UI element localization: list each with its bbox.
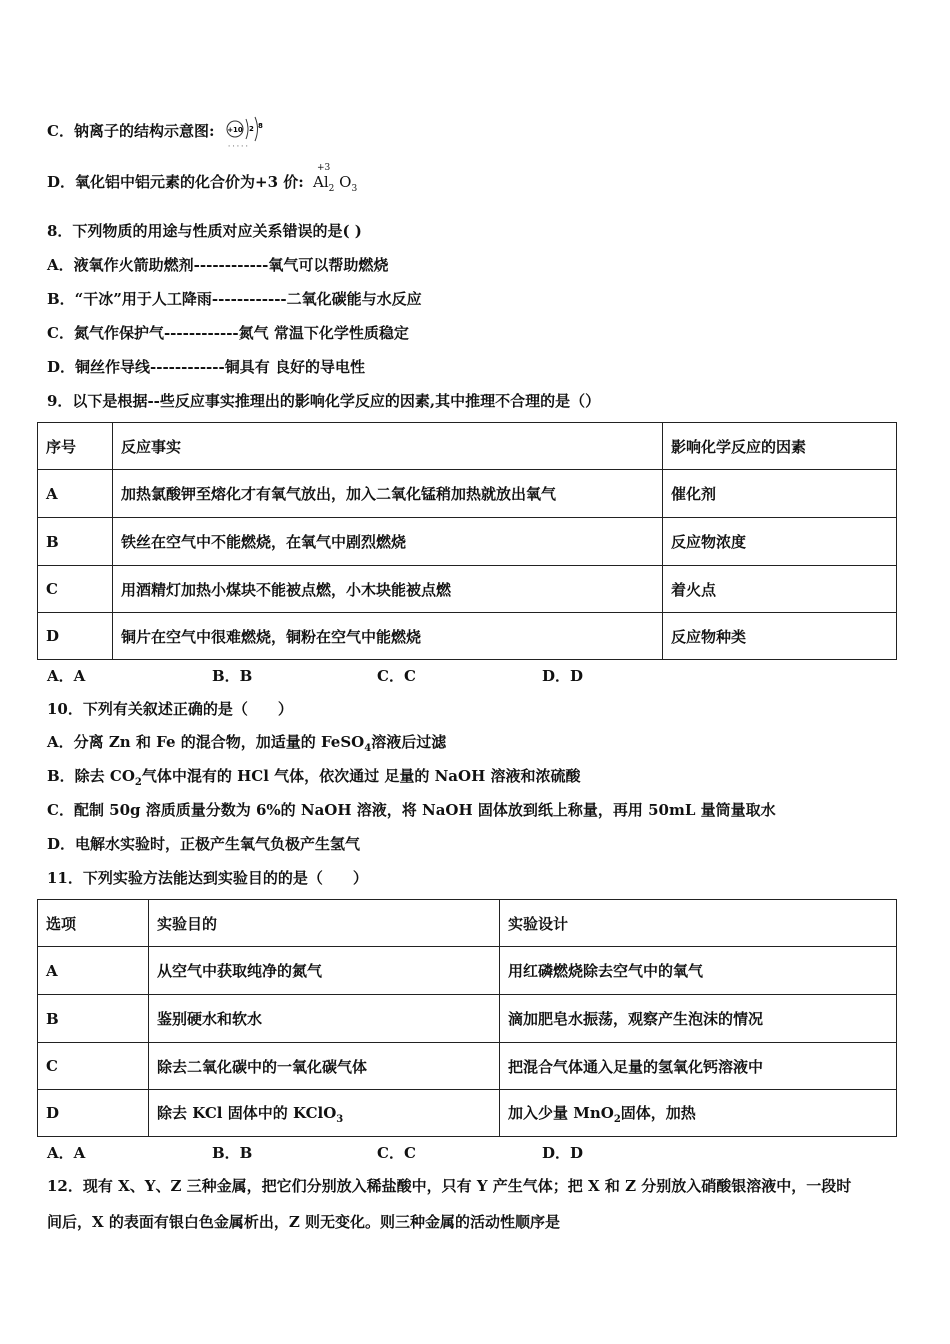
table-cell: C — [38, 1043, 149, 1090]
table-row — [38, 518, 897, 566]
q9-choices — [47, 665, 707, 686]
shell-1-electrons: 2 — [248, 125, 254, 133]
choice-a[interactable]: A．A — [47, 667, 86, 685]
nucleus-charge: +10 — [226, 126, 243, 134]
q10-option-d: D．电解水实验时，正极产生氧气负极产生氢气 — [47, 835, 361, 853]
table-row — [38, 947, 897, 995]
shell-2-electrons: 8 — [257, 122, 263, 130]
header-cell: 实验设计 — [500, 900, 897, 947]
table-cell: 从空气中获取纯净的氮气 — [149, 947, 500, 995]
choice-c[interactable]: C．C — [377, 1144, 416, 1162]
q8-option-c: C．氮气作保护气------------氮气 常温下化学性质稳定 — [47, 324, 409, 342]
table-cell: B — [38, 518, 113, 566]
choice-a[interactable]: A．A — [47, 1144, 86, 1162]
q8-option-a: A．液氧作火箭助燃剂------------氧气可以帮助燃烧 — [47, 256, 389, 274]
table-cell: D — [38, 1090, 149, 1137]
table-cell: 反应物浓度 — [663, 518, 897, 566]
table-row — [38, 470, 897, 518]
table-cell: 加热氯酸钾至熔化才有氧气放出，加入二氧化锰稍加热就放出氧气 — [113, 470, 663, 518]
sodium-ion-structure-diagram — [224, 114, 274, 150]
q10-option-c: C．配制 50g 溶质质量分数为 6%的 NaOH 溶液，将 NaOH 固体放到纸上称量，再用 50mL 量筒量取水 — [47, 801, 776, 819]
q7-option-c-text: C．钠离子的结构示意图: — [47, 122, 215, 140]
q7-option-d-text: D．氧化铝中铝元素的化合价为+3 价: — [47, 173, 304, 191]
table-cell: 用红磷燃烧除去空气中的氧气 — [500, 947, 897, 995]
table-cell: 着火点 — [663, 566, 897, 613]
table-cell: 用酒精灯加热小煤块不能被点燃，小木块能被点燃 — [113, 566, 663, 613]
choice-b[interactable]: B．B — [212, 1144, 253, 1162]
table-cell: 滴加肥皂水振荡，观察产生泡沫的情况 — [500, 995, 897, 1043]
q7-option-d — [47, 163, 358, 199]
table-row — [38, 995, 897, 1043]
q8-stem: 8．下列物质的用途与性质对应关系错误的是( ) — [47, 222, 362, 240]
q10-stem: 10．下列有关叙述正确的是（ ） — [47, 700, 293, 718]
aluminum-oxide-formula: +3 $Al_2$ $O_3$ — [313, 172, 357, 199]
table-row — [38, 566, 897, 613]
table-cell: 催化剂 — [663, 470, 897, 518]
header-cell: 实验目的 — [149, 900, 500, 947]
q8-option-b: B．“干冰”用于人工降雨------------二氧化碳能与水反应 — [47, 290, 422, 308]
table-cell: 铁丝在空气中不能燃烧，在氧气中剧烈燃烧 — [113, 518, 663, 566]
table-row — [38, 613, 897, 660]
header-cell: 反应事实 — [113, 423, 663, 470]
table-cell: C — [38, 566, 113, 613]
valence-mark: +3 — [317, 163, 331, 173]
table-row — [38, 1043, 897, 1090]
table-cell: 加入少量 MnO$_2$固体，加热 — [500, 1090, 897, 1137]
header-cell: 序号 — [38, 423, 113, 470]
svg-text:· · · · ·: · · · · · — [227, 143, 248, 150]
q11-table — [37, 899, 897, 1137]
choice-d[interactable]: D．D — [542, 667, 584, 685]
table-cell: 除去 KCl 固体中的 KClO$_3$ — [149, 1090, 500, 1137]
table-cell: 把混合气体通入足量的氢氧化钙溶液中 — [500, 1043, 897, 1090]
choice-d[interactable]: D．D — [542, 1144, 584, 1162]
q9-table — [37, 422, 897, 660]
choice-b[interactable]: B．B — [212, 667, 253, 685]
table-header-row — [38, 900, 897, 947]
q9-stem: 9．以下是根据--些反应事实推理出的影响化学反应的因素,其中推理不合理的是（） — [47, 392, 601, 410]
q11-stem: 11．下列实验方法能达到实验目的的是（ ） — [47, 869, 368, 887]
table-cell: B — [38, 995, 149, 1043]
table-cell: 铜片在空气中很难燃烧，铜粉在空气中能燃烧 — [113, 613, 663, 660]
table-cell: 反应物种类 — [663, 613, 897, 660]
q11-choices — [47, 1142, 707, 1163]
table-cell: A — [38, 947, 149, 995]
q12-stem-line-1: 12．现有 X、Y、Z 三种金属，把它们分别放入稀盐酸中，只有 Y 产生气体；把 X 和 Z 分别放入硝酸银溶液中，一段时 — [47, 1177, 852, 1195]
q8-option-d: D．铜丝作导线------------铜具有 良好的导电性 — [47, 358, 365, 376]
table-row — [38, 1090, 897, 1137]
table-header-row — [38, 423, 897, 470]
table-cell: 除去二氧化碳中的一氧化碳气体 — [149, 1043, 500, 1090]
table-cell: D — [38, 613, 113, 660]
q7-option-c — [47, 114, 274, 150]
q10-option-b: B．除去 $CO_2$气体中混有的 HCl 气体，依次通过 足量的 NaOH 溶液和浓硫酸 — [47, 767, 581, 788]
header-cell: 选项 — [38, 900, 149, 947]
table-cell: 鉴别硬水和软水 — [149, 995, 500, 1043]
table-cell: A — [38, 470, 113, 518]
choice-c[interactable]: C．C — [377, 667, 416, 685]
q10-option-a: A．分离 Zn 和 Fe 的混合物，加适量的 FeSO$_4$溶液后过滤 — [47, 733, 447, 754]
header-cell: 影响化学反应的因素 — [663, 423, 897, 470]
q12-stem-line-2: 间后，X 的表面有银白色金属析出，Z 则无变化。则三种金属的活动性顺序是 — [47, 1213, 561, 1231]
